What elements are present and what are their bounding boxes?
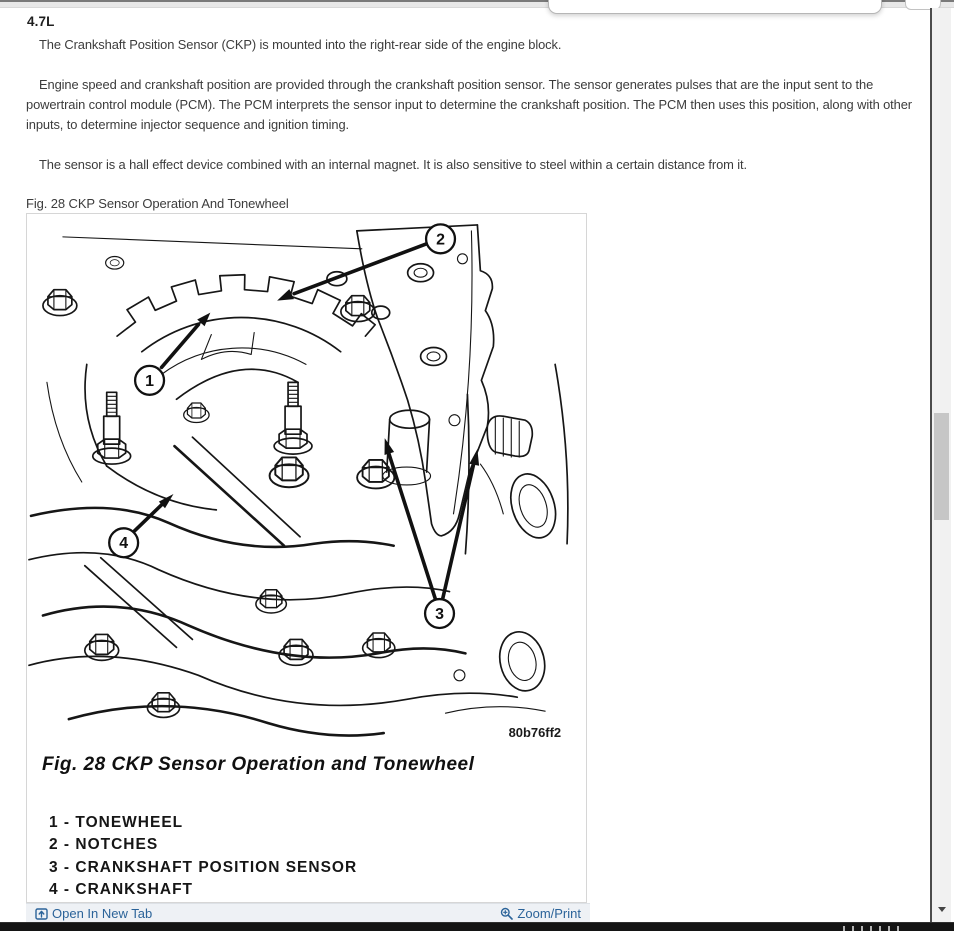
open-in-new-tab-label: Open In New Tab [52,905,153,921]
svg-text:3: 3 [435,606,444,624]
svg-text:2: 2 [436,231,445,249]
legend-item: 4 - CRANKSHAFT [49,880,194,898]
callout-4-badge [109,528,138,557]
bottom-taskbar-edge [0,922,954,931]
callout-3-arrows [385,438,480,599]
callout-2-arrow [277,244,426,301]
svg-text:1: 1 [145,372,154,390]
figure-legend [49,812,357,901]
paragraph: The Crankshaft Position Sensor (CKP) is mounted into the right-rear side of the engine block. [39,37,562,52]
magnifier-plus-icon [500,907,513,920]
svg-text:4: 4 [119,535,129,553]
open-in-new-tab-link[interactable] [35,906,152,921]
zoom-print-label: Zoom/Print [517,905,581,921]
figure-toolbar [26,903,590,922]
figure-title: Fig. 28 CKP Sensor Operation and Tonewheel [42,754,475,775]
image-code-label: 80b76ff2 [508,725,562,741]
legend-item: 3 - CRANKSHAFT POSITION SENSOR [49,858,358,876]
callout-2-badge [426,224,455,253]
figure-container [26,213,587,903]
figure-drawing [27,214,586,746]
paragraph: Engine speed and crankshaft position are provided through the crankshaft position sensor. The sensor generates pulses that are the input sent to the powertrain control module (PCM). The PCM interprets the sensor input to determine the crankshaft position. The PCM then uses this position, along with other inputs, to determine injector sequence and ignition timing. [26,77,912,132]
zoom-print-link[interactable] [500,906,581,921]
paragraph: The sensor is a hall effect device combined with an internal magnet. It is also sensitive to steel within a certain distance from it. [39,157,747,172]
open-in-new-tab-icon [35,907,48,920]
callout-1-badge [135,366,164,395]
vertical-scrollbar-thumb[interactable] [934,413,949,520]
dropdown-popup-remnant[interactable] [548,0,882,14]
legend-item: 1 - TONEWHEEL [49,814,184,831]
cutoff-text-fragment [843,926,905,931]
section-heading: 4.7L [27,14,55,29]
triangle-down-icon [938,907,946,912]
figure-caption: Fig. 28 CKP Sensor Operation And Tonewheel [26,196,289,211]
scrollbar-down-button[interactable] [932,900,951,918]
legend-item: 2 - NOTCHES [49,836,159,854]
callout-3-badge [425,599,454,628]
